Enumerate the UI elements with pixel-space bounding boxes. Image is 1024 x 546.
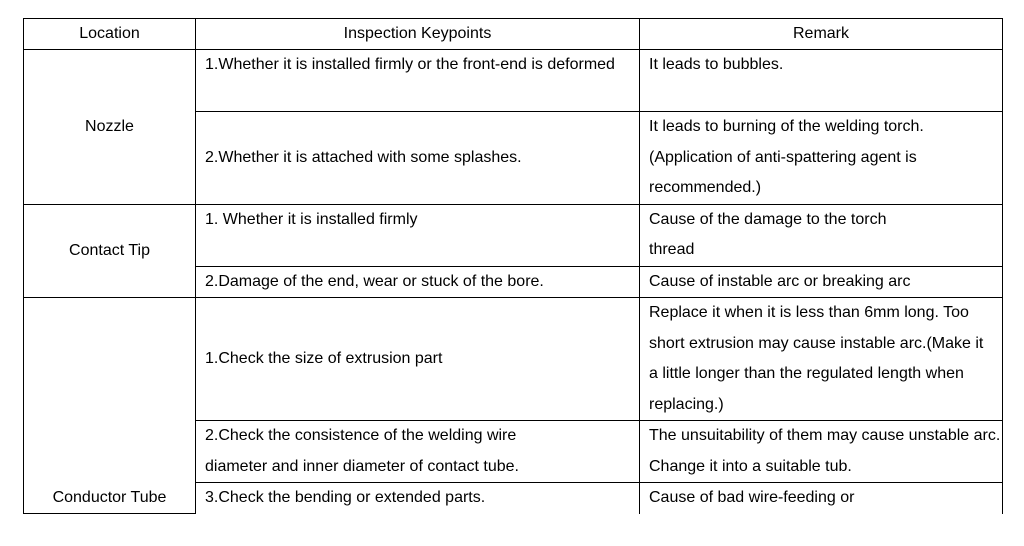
keypoint-cell: 1.Whether it is installed firmly or the front-end is deformed xyxy=(196,50,640,112)
location-nozzle: Nozzle xyxy=(24,50,196,205)
remark-cell: Cause of bad wire-feeding or xyxy=(640,483,1003,514)
keypoint-cell: 3.Check the bending or extended parts. xyxy=(196,483,640,514)
keypoint-cell: 2.Check the consistence of the welding wire diameter and inner diameter of contact tube. xyxy=(196,421,640,483)
keypoint-cell: 2.Whether it is attached with some splashes. xyxy=(196,112,640,205)
table-body xyxy=(24,50,1003,514)
remark-cell: The unsuitability of them may cause unstable arc. Change it into a suitable tub. xyxy=(640,421,1003,483)
table-row xyxy=(24,50,1003,112)
table-row xyxy=(24,204,1003,266)
inspection-table xyxy=(23,18,1003,514)
keypoint-cell: 1. Whether it is installed firmly xyxy=(196,204,640,266)
header-remark: Remark xyxy=(640,19,1003,50)
remark-cell: It leads to bubbles. xyxy=(640,50,1003,112)
header-location: Location xyxy=(24,19,196,50)
location-conductor-tube: Conductor Tube xyxy=(24,298,196,514)
keypoint-cell: 1.Check the size of extrusion part xyxy=(196,298,640,421)
remark-cell: It leads to burning of the welding torch.(Application of anti-spattering agent is recommended.) xyxy=(640,112,1003,205)
remark-cell: Cause of the damage to the torch thread xyxy=(640,204,1003,266)
remark-cell: Cause of instable arc or breaking arc xyxy=(640,266,1003,298)
table-header xyxy=(24,19,1003,50)
table-row xyxy=(24,298,1003,421)
header-inspection-keypoints: Inspection Keypoints xyxy=(196,19,640,50)
location-contact-tip: Contact Tip xyxy=(24,204,196,298)
header-row xyxy=(24,19,1003,50)
remark-cell: Replace it when it is less than 6mm long. Too short extrusion may cause instable arc.(Make it a little longer than the regulated length when replacing.) xyxy=(640,298,1003,421)
keypoint-cell: 2.Damage of the end, wear or stuck of the bore. xyxy=(196,266,640,298)
